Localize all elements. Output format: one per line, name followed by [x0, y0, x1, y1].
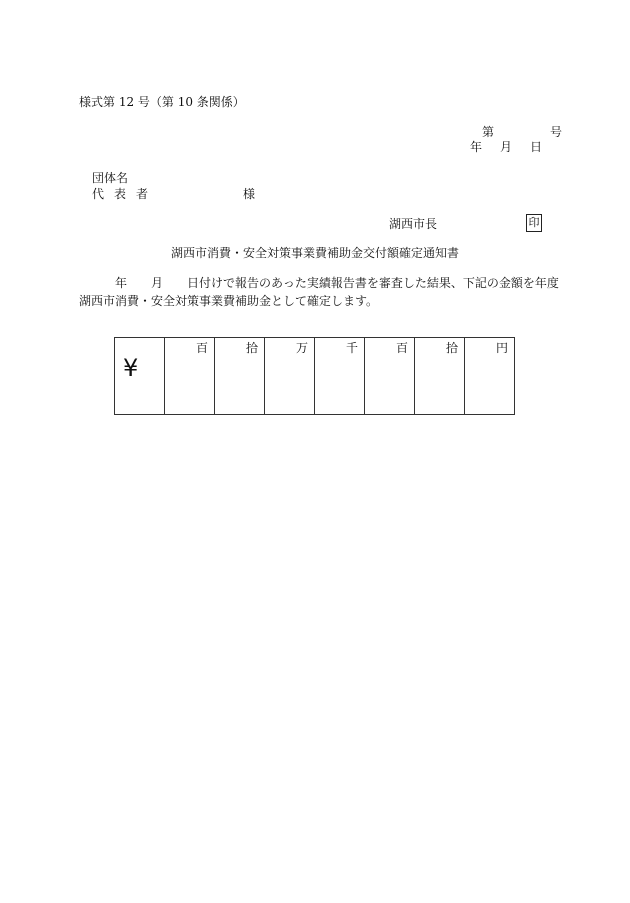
document-title: 湖西市消費・安全対策事業費補助金交付額確定通知書 — [170, 246, 459, 260]
amount-cell-yen[interactable] — [465, 338, 515, 415]
organization-name-label: 団体名 — [92, 171, 129, 185]
representative-label-char-3: 者 — [136, 187, 149, 201]
date-month-label: 月 — [500, 140, 513, 154]
unit-label: 万 — [295, 341, 308, 355]
unit-label: 百 — [395, 341, 408, 355]
document-number — [482, 126, 562, 138]
amount-cell-hundred[interactable] — [365, 338, 415, 415]
document-date — [470, 141, 542, 153]
unit-label: 千 — [345, 341, 358, 355]
body-year-label: 年 — [115, 276, 128, 290]
unit-label: 拾 — [245, 341, 258, 355]
unit-label: 円 — [495, 341, 508, 355]
amount-cell-thousand[interactable] — [315, 338, 365, 415]
body-month-label: 月 — [151, 276, 164, 290]
body-text-line-1 — [79, 277, 559, 289]
date-year-label: 年 — [470, 140, 483, 154]
amount-table — [114, 337, 515, 415]
representative-label-char-1: 代 — [92, 187, 105, 201]
amount-cell-ten[interactable] — [415, 338, 465, 415]
amount-cell-ten-million[interactable] — [215, 338, 265, 415]
amount-row — [115, 338, 515, 415]
honorific-sama: 様 — [243, 187, 256, 201]
amount-cell-ten-thousand[interactable] — [265, 338, 315, 415]
form-number: 様式第 12 号（第 10 条関係） — [79, 95, 245, 109]
document-number-suffix: 号 — [550, 125, 563, 139]
body-text-line-2: 湖西市消費・安全対策事業費補助金として確定します。 — [79, 294, 379, 308]
unit-label: 百 — [195, 341, 208, 355]
document-number-prefix: 第 — [482, 125, 495, 139]
yen-sign: ¥ — [123, 354, 139, 382]
body-line-1-rest: 日付けで報告のあった実績報告書を審査した結果、下記の金額を年度 — [187, 276, 559, 290]
currency-cell — [115, 338, 165, 415]
date-day-label: 日 — [530, 140, 543, 154]
unit-label: 拾 — [445, 341, 458, 355]
representative-label-char-2: 表 — [114, 187, 127, 201]
issuer-mayor: 湖西市長 — [389, 217, 438, 231]
representative-label — [92, 188, 148, 200]
amount-cell-hundred-million[interactable] — [165, 338, 215, 415]
seal-box: 印 — [526, 214, 542, 232]
